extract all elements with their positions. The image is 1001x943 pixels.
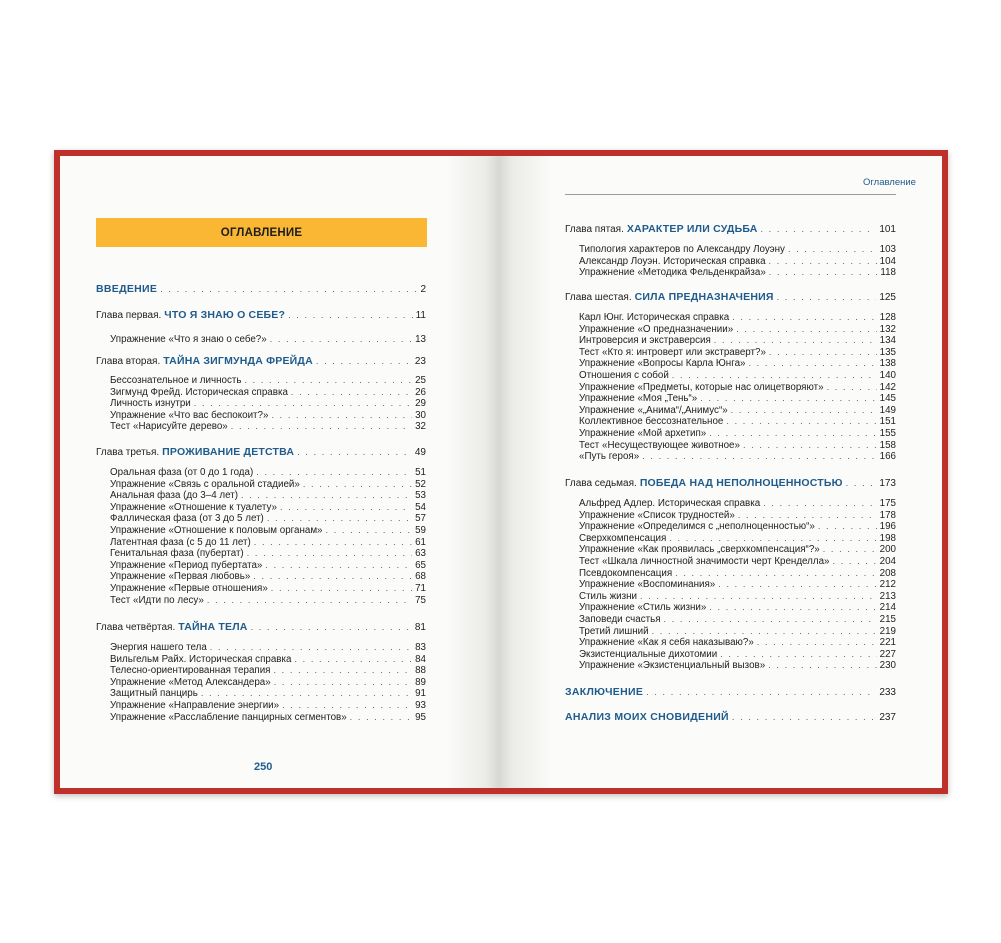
page-ref: 151	[879, 416, 896, 428]
page-ref: 233	[879, 687, 896, 698]
page-ref: 125	[879, 292, 896, 303]
leader-dots	[253, 570, 412, 582]
page-ref: 155	[879, 428, 896, 439]
entry-title: Тест «Несуществующее животное»	[579, 439, 740, 451]
toc-entry[interactable]	[579, 255, 896, 267]
leader-dots	[273, 664, 412, 676]
leader-dots	[640, 590, 877, 602]
toc-entry[interactable]	[579, 659, 896, 671]
chapter-title: ЧТО Я ЗНАЮ О СЕБЕ?	[164, 309, 286, 321]
leader-dots	[291, 386, 412, 398]
leader-dots	[736, 323, 876, 335]
page-ref: 11	[415, 310, 426, 321]
page-ref: 200	[879, 544, 896, 556]
page-ref: 219	[879, 625, 896, 637]
entry-title: Анальная фаза (до 3–4 лет)	[110, 490, 238, 502]
leader-dots	[251, 621, 412, 633]
leader-dots	[718, 578, 876, 590]
toc-chapter[interactable]	[96, 355, 426, 367]
toc-entry[interactable]	[579, 613, 896, 625]
leader-dots	[823, 543, 877, 555]
toc-chapter[interactable]	[565, 291, 896, 303]
page-ref: 135	[879, 346, 896, 358]
toc-entry[interactable]	[110, 711, 426, 723]
entry-title: Упражнение «Мой архетип»	[579, 428, 707, 439]
leader-dots	[664, 613, 877, 625]
entry-title: «Путь героя»	[579, 451, 640, 463]
leader-dots	[833, 555, 877, 567]
leader-dots	[244, 374, 412, 386]
toc-entry[interactable]	[110, 466, 426, 478]
section-title: АНАЛИЗ МОИХ СНОВИДЕНИЙ	[565, 711, 729, 723]
entry-title: Тест «Шкала личностной значимости черт Кренделла»	[579, 556, 830, 567]
entry-title: Упражнение «Экзистенциальный вызов»	[579, 660, 766, 672]
leader-dots	[669, 532, 876, 544]
entry-title: Фаллическая фаза (от 3 до 5 лет)	[110, 513, 264, 525]
page-ref: 145	[879, 393, 896, 405]
leader-dots	[827, 381, 877, 393]
leader-dots	[788, 243, 877, 255]
page-ref: 166	[879, 451, 896, 463]
entry-title: Интроверсия и экстраверсия	[579, 335, 711, 347]
toc-title-banner	[96, 218, 427, 247]
page-ref: 13	[415, 334, 426, 345]
leader-dots	[732, 311, 876, 323]
page-ref: 57	[415, 513, 426, 525]
chapter-label: Глава пятая.	[565, 224, 624, 235]
toc-entry[interactable]	[579, 567, 896, 579]
leader-dots	[297, 446, 412, 458]
page-ref: 68	[415, 571, 426, 583]
page-ref: 59	[415, 525, 426, 536]
leader-dots	[160, 283, 417, 295]
header-rule	[565, 194, 896, 195]
leader-dots	[267, 512, 412, 524]
entry-title: Сверхкомпенсация	[579, 532, 667, 544]
toc-entry[interactable]	[110, 478, 426, 490]
page-ref: 140	[879, 370, 896, 381]
page-ref: 61	[415, 536, 426, 548]
entry-title: Упражнение «Что я знаю о себе?»	[110, 334, 267, 345]
page-ref: 29	[415, 398, 426, 410]
toc-entry[interactable]	[579, 369, 896, 381]
page-ref: 198	[879, 532, 896, 544]
entry-title: Заповеди счастья	[579, 614, 661, 625]
leader-dots	[732, 711, 876, 723]
page-ref: 25	[415, 375, 426, 386]
entry-title: Упражнение «Список трудностей»	[579, 509, 735, 521]
entry-title: Энергия нашего тела	[110, 642, 207, 653]
leader-dots	[303, 478, 412, 490]
page-ref: 208	[879, 567, 896, 579]
page-ref: 230	[879, 660, 896, 672]
toc-entry[interactable]	[579, 578, 896, 590]
toc-chapter[interactable]	[96, 309, 426, 321]
entry-title: Упражнение «Что вас беспокоит?»	[110, 409, 269, 421]
toc-entry[interactable]	[579, 636, 896, 648]
chapter-title: ТАЙНА ТЕЛА	[178, 621, 248, 633]
toc-section[interactable]	[565, 686, 896, 698]
toc-entry[interactable]	[579, 648, 896, 660]
leader-dots	[675, 567, 877, 579]
page-ref: 91	[415, 688, 426, 700]
toc-entry[interactable]	[579, 334, 896, 346]
toc-entry[interactable]	[579, 311, 896, 323]
toc-entry[interactable]	[579, 392, 896, 404]
entry-title: Упражнение «Связь с оральной стадией»	[110, 478, 300, 490]
toc-entry[interactable]	[579, 450, 896, 462]
leader-dots	[274, 676, 412, 688]
entry-title: Упражнение «Направление энергии»	[110, 700, 280, 711]
leader-dots	[282, 699, 412, 711]
leader-dots	[210, 641, 412, 653]
page-ref: 30	[415, 409, 426, 421]
toc-entry[interactable]	[110, 676, 426, 688]
entry-title: Псевдокомпенсация	[579, 567, 673, 579]
leader-dots	[350, 711, 412, 723]
chapter-label: Глава вторая.	[96, 356, 161, 367]
leader-dots	[769, 255, 877, 267]
chapter-title: ХАРАКТЕР ИЛИ СУДЬБА	[626, 223, 758, 235]
leader-dots	[709, 427, 876, 439]
page-ref: 49	[414, 447, 426, 458]
leader-dots	[256, 466, 412, 478]
leader-dots	[642, 450, 876, 462]
toc-entry[interactable]	[579, 543, 896, 555]
toc-entry[interactable]	[110, 536, 426, 548]
toc-chapter[interactable]	[96, 621, 426, 633]
toc-entry[interactable]	[579, 532, 896, 544]
toc-entry[interactable]	[110, 333, 426, 345]
entry-title: Экзистенциальные дихотомии	[579, 648, 718, 660]
leader-dots	[652, 625, 877, 637]
page-ref: 89	[415, 676, 426, 688]
leader-dots	[768, 659, 876, 671]
page-ref: 215	[879, 614, 896, 625]
leader-dots	[270, 333, 412, 345]
toc-entry[interactable]	[110, 582, 426, 594]
left-page	[60, 156, 499, 788]
entry-title: Упражнение «Первая любовь»	[110, 571, 251, 583]
page-ref: 128	[879, 312, 896, 323]
page-ref: 173	[879, 478, 896, 489]
entry-title: Упражнение «Вопросы Карла Юнга»	[579, 358, 746, 370]
page-number: 250	[254, 761, 273, 773]
page-ref: 103	[879, 244, 896, 255]
entry-title: Упражнение «Отношение к туалету»	[110, 501, 277, 513]
entry-title: Упражнение «Как проявилась „сверхкомпенсация“?»	[579, 544, 820, 556]
entry-title: Отношения с собой	[579, 370, 669, 381]
leader-dots	[646, 686, 876, 698]
toc-entry[interactable]	[110, 501, 426, 513]
page-ref: 23	[414, 356, 426, 367]
leader-dots	[769, 346, 877, 358]
leader-dots	[757, 636, 877, 648]
leader-dots	[201, 687, 412, 699]
leader-dots	[726, 415, 876, 427]
page-ref: 134	[879, 335, 896, 347]
leader-dots	[254, 536, 412, 548]
toc-entry[interactable]	[110, 641, 426, 653]
page-ref: 214	[879, 602, 896, 614]
entry-title: Латентная фаза (с 5 до 11 лет)	[110, 536, 251, 548]
page-ref: 52	[415, 478, 426, 490]
page-ref: 65	[415, 559, 426, 571]
toc-entry[interactable]	[110, 512, 426, 524]
page-ref: 88	[415, 665, 426, 677]
toc-entry[interactable]	[579, 601, 896, 613]
page-ref: 26	[415, 386, 426, 398]
entry-title: Упражнение «„Анима“/„Анимус“»	[579, 404, 728, 416]
page-ref: 132	[879, 323, 896, 335]
page-ref: 75	[415, 594, 426, 606]
page-ref: 2	[420, 284, 426, 295]
leader-dots	[769, 266, 878, 278]
toc-entry[interactable]	[110, 547, 426, 559]
toc-entry[interactable]	[579, 381, 896, 393]
chapter-title: ТАЙНА ЗИГМУНДА ФРЕЙДА	[163, 355, 313, 367]
leader-dots	[709, 601, 876, 613]
page-ref: 71	[415, 583, 426, 594]
page-ref: 138	[879, 358, 896, 370]
entry-title: Оральная фаза (от 0 до 1 года)	[110, 467, 254, 478]
section-title: ЗАКЛЮЧЕНИЕ	[565, 686, 644, 698]
entry-title: Типология характеров по Александру Лоуэну	[579, 244, 785, 255]
page-ref: 63	[415, 548, 426, 560]
entry-title: Телесно-ориентированная терапия	[110, 665, 271, 677]
leader-dots	[271, 409, 412, 421]
leader-dots	[846, 477, 877, 489]
toc-entry[interactable]	[579, 404, 896, 416]
toc-entry[interactable]	[579, 357, 896, 369]
toc-entry[interactable]	[579, 266, 896, 278]
entry-title: Генитальная фаза (пубертат)	[110, 548, 244, 560]
entry-title: Упражнение «Моя „Тень“»	[579, 393, 698, 405]
toc-entry[interactable]	[110, 570, 426, 582]
toc-entry[interactable]	[110, 386, 426, 398]
page-ref: 104	[879, 255, 896, 267]
toc-entry[interactable]	[579, 509, 896, 521]
entry-title: Тест «Нарисуйте дерево»	[110, 421, 228, 433]
leader-dots	[326, 524, 413, 536]
toc-entry[interactable]	[579, 625, 896, 637]
leader-dots	[294, 653, 412, 665]
toc-entry[interactable]	[110, 420, 426, 432]
page-ref: 93	[415, 700, 426, 711]
entry-title: Упражнение «О предназначении»	[579, 323, 734, 335]
right-page	[499, 156, 942, 788]
chapter-label: Глава шестая.	[565, 292, 632, 303]
entry-title: Тест «Идти по лесу»	[110, 594, 204, 606]
entry-title: Альфред Адлер. Историческая справка	[579, 498, 761, 509]
toc-chapter[interactable]	[565, 223, 896, 235]
toc-chapter[interactable]	[565, 477, 896, 489]
leader-dots	[231, 420, 412, 432]
page-ref: 237	[879, 712, 896, 723]
toc-entry[interactable]	[110, 409, 426, 421]
page-ref: 178	[879, 509, 896, 521]
entry-title: Вильгельм Райх. Историческая справка	[110, 653, 292, 665]
toc-entry[interactable]	[579, 427, 896, 439]
leader-dots	[714, 334, 877, 346]
page-ref: 101	[879, 224, 896, 235]
chapter-title: ПОБЕДА НАД НЕПОЛНОЦЕННОСТЬЮ	[639, 477, 843, 489]
toc-entry[interactable]	[579, 497, 896, 509]
toc-title: ОГЛАВЛЕНИЕ	[220, 226, 303, 239]
entry-title: Упражнение «Отношение к половым органам»	[110, 525, 323, 536]
entry-title: Карл Юнг. Историческая справка	[579, 312, 730, 323]
section-title: ВВЕДЕНИЕ	[96, 283, 158, 295]
page-ref: 204	[879, 556, 896, 567]
entry-title: Упражнение «Период пубертата»	[110, 559, 263, 571]
page-ref: 213	[879, 590, 896, 602]
page-ref: 212	[879, 579, 896, 591]
entry-title: Бессознательное и личность	[110, 375, 242, 386]
entry-title: Стиль жизни	[579, 590, 637, 602]
leader-dots	[316, 355, 412, 367]
entry-title: Упражнение «Предметы, которые нас олицетворяют»	[579, 381, 824, 393]
leader-dots	[247, 547, 412, 559]
open-book	[54, 150, 948, 794]
entry-title: Упражнение «Стиль жизни»	[579, 602, 707, 614]
chapter-title: СИЛА ПРЕДНАЗНАЧЕНИЯ	[634, 291, 774, 303]
leader-dots	[207, 594, 412, 606]
leader-dots	[194, 397, 412, 409]
page-ref: 175	[879, 498, 896, 509]
leader-dots	[760, 223, 876, 235]
entry-title: Защитный панцирь	[110, 688, 198, 700]
toc-entry[interactable]	[579, 520, 896, 532]
toc-entry[interactable]	[110, 374, 426, 386]
page-ref: 83	[415, 642, 426, 653]
toc-section[interactable]	[565, 711, 896, 723]
leader-dots	[731, 404, 877, 416]
leader-dots	[700, 392, 876, 404]
toc-entry[interactable]	[579, 439, 896, 451]
leader-dots	[265, 559, 412, 571]
chapter-label: Глава первая.	[96, 310, 162, 321]
page-ref: 81	[414, 622, 426, 633]
page-ref: 53	[415, 490, 426, 502]
toc-entry[interactable]	[110, 699, 426, 711]
entry-title: Упражнение «Как я себя наказываю?»	[579, 637, 754, 649]
page-ref: 221	[879, 637, 896, 649]
leader-dots	[288, 309, 413, 321]
page-ref: 54	[415, 501, 426, 513]
page-ref: 158	[879, 439, 896, 451]
toc-entry[interactable]	[579, 323, 896, 335]
entry-title: Александр Лоуэн. Историческая справка	[579, 255, 766, 267]
entry-title: Зигмунд Фрейд. Историческая справка	[110, 386, 288, 398]
leader-dots	[280, 501, 412, 513]
toc-entry[interactable]	[579, 243, 896, 255]
entry-title: Упражнение «Методика Фельденкрайза»	[579, 267, 766, 279]
entry-title: Упражнение «Определимся с „неполноценностью“»	[579, 521, 815, 533]
page-ref: 32	[415, 421, 426, 433]
toc-entry[interactable]	[110, 594, 426, 606]
page-ref: 95	[415, 711, 426, 723]
toc-entry[interactable]	[110, 397, 426, 409]
leader-dots	[777, 291, 877, 303]
toc-entry[interactable]	[110, 664, 426, 676]
toc-entry[interactable]	[110, 687, 426, 699]
chapter-title: ПРОЖИВАНИЕ ДЕТСТВА	[162, 446, 295, 458]
page-ref: 227	[879, 648, 896, 660]
toc-entry[interactable]	[110, 559, 426, 571]
entry-title: Упражнение «Расслабление панцирных сегментов»	[110, 711, 347, 723]
leader-dots	[748, 357, 876, 369]
leader-dots	[738, 509, 877, 521]
entry-title: Упражнение «Первые отношения»	[110, 583, 268, 594]
page-ref: 51	[415, 467, 426, 478]
chapter-label: Глава седьмая.	[565, 478, 637, 489]
toc-entry[interactable]	[579, 346, 896, 358]
entry-title: Третий лишний	[579, 625, 649, 637]
page-ref: 84	[415, 653, 426, 665]
entry-title: Упражнение «Метод Александера»	[110, 676, 271, 688]
leader-dots	[672, 369, 877, 381]
page-ref: 149	[879, 404, 896, 416]
toc-entry[interactable]	[110, 653, 426, 665]
chapter-label: Глава третья.	[96, 447, 160, 458]
leader-dots	[271, 582, 412, 594]
page-ref: 118	[880, 267, 896, 279]
leader-dots	[720, 648, 876, 660]
page-ref: 196	[879, 521, 896, 533]
toc-chapter[interactable]	[96, 446, 426, 458]
entry-title: Коллективное бессознательное	[579, 416, 724, 428]
running-head: Оглавление	[863, 177, 916, 188]
leader-dots	[763, 497, 876, 509]
toc-entry[interactable]	[110, 524, 426, 536]
chapter-label: Глава четвёртая.	[96, 622, 176, 633]
leader-dots	[818, 520, 877, 532]
entry-title: Тест «Кто я: интроверт или экстраверт?»	[579, 346, 766, 358]
toc-section[interactable]	[96, 283, 426, 295]
toc-entry[interactable]	[579, 555, 896, 567]
page-ref: 142	[879, 381, 896, 393]
entry-title: Личность изнутри	[110, 398, 191, 410]
toc-entry[interactable]	[110, 489, 426, 501]
toc-entry[interactable]	[579, 590, 896, 602]
toc-entry[interactable]	[579, 415, 896, 427]
leader-dots	[743, 439, 877, 451]
entry-title: Упражнение «Воспоминания»	[579, 579, 716, 591]
leader-dots	[241, 489, 412, 501]
